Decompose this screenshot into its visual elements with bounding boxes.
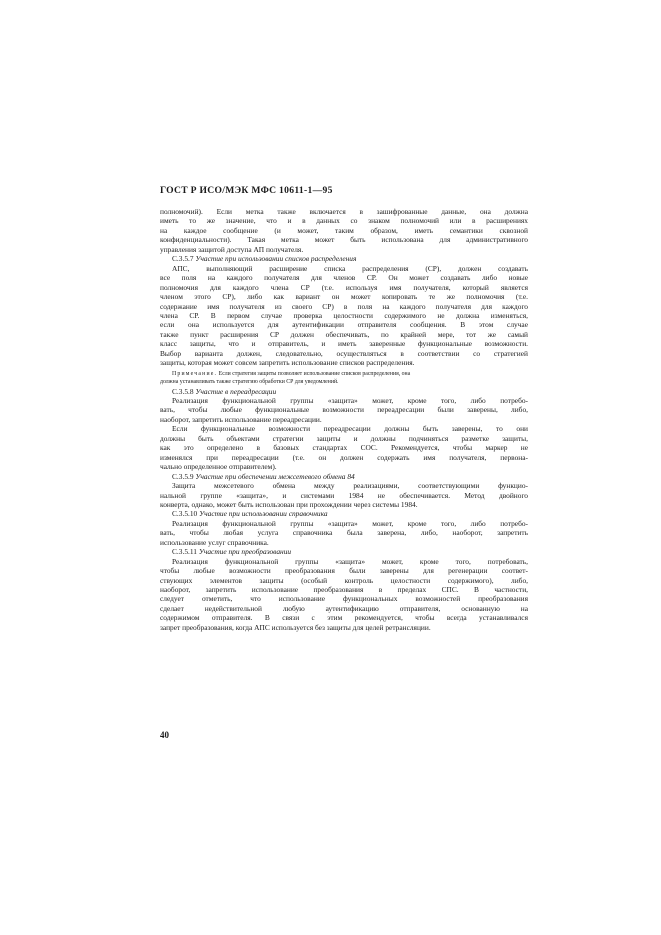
text-line: наоборот, запретить использование переадресации. <box>160 414 322 424</box>
section-number: С.3.5.7 <box>172 254 194 264</box>
text-line: также пункт расширения СР должен обеспечивать, по крайней мере, тот же самый <box>160 329 528 339</box>
page-header-standard-title: ГОСТ Р ИСО/МЭК МФС 10611-1—95 <box>160 185 333 196</box>
text-line: должны быть объектами стратегии защиты и должны подчиняться разметке защиты, <box>160 433 528 443</box>
note-block <box>160 370 528 387</box>
paragraph <box>160 264 528 368</box>
section-title: Участие при использовании справочника <box>199 509 328 519</box>
section-number: С.3.5.9 <box>172 471 194 481</box>
section-heading <box>160 472 528 481</box>
text-line: полномочий). Если метка также включается в зашифрованные данные, она должна <box>160 207 528 216</box>
text-line <box>160 370 528 378</box>
text-line: управления защитой доступа АП получателя. <box>160 244 304 254</box>
text-line: иметь то же значение, что и в данных со знаком полномочий или в расширениях <box>160 216 528 226</box>
note-text: Если стратегия защиты позволяет использование списков распределения, она <box>218 370 411 377</box>
text-line: все поля на каждого получателя для членов СР. Он может создавать либо новые <box>160 273 528 283</box>
text-line: как это определено в базовых стандартах СОС. Рекомендуется, чтобы маркер не <box>160 443 528 453</box>
text-line: чально определенное отправителем). <box>160 462 277 472</box>
text-line: использование услуг справочника. <box>160 537 269 547</box>
page-number: 40 <box>160 730 169 740</box>
text-line: защиты, которая может совсем запретить использование списков распределения. <box>160 358 415 368</box>
section-title: Участие при преобразовании <box>198 547 292 557</box>
text-line: Реализация функциональной группы «защита» может, кроме того, потребовать, <box>172 556 528 566</box>
text-line: Защита межсетевого обмена между реализациями, соответствующими функцио- <box>172 481 528 491</box>
text-line: сделает недействительной любую аутентификацию отправителя, основанную на <box>160 603 528 613</box>
text-line: конфиденциальности). Такая метка может быть использована для административного <box>160 235 528 245</box>
text-line: Выбор варианта должен, следовательно, осуществляться в соответствии со стратегией <box>160 348 528 358</box>
paragraph <box>160 424 528 471</box>
text-line: запрет преобразования, когда АПС используется без защиты для целей ретрансляции. <box>160 622 431 632</box>
text-line: наоборот, запретить использование преобразования в пределах СПС. В частности, <box>160 585 528 595</box>
section-number: С.3.5.10 <box>172 509 198 519</box>
paragraph <box>160 396 528 424</box>
section-heading <box>160 254 528 263</box>
text-line: нальной группе «защита», и системами 1984 не обеспечивается. Метод двойного <box>160 490 528 500</box>
text-line: изменялся при переадресации (т.е. он должен содержать имя получателя, первона- <box>160 452 528 462</box>
text-line: следует отметить, что использование функциональных возможностей преобразования <box>160 594 528 604</box>
section-number: С.3.5.8 <box>172 386 194 396</box>
text-line: чтобы любые возможности преобразования были заверены для регенерации соответ- <box>160 566 528 576</box>
document-body <box>160 207 528 632</box>
text-line: АПС, выполняющий расширение списка распределения (СР), должен создавать <box>172 263 528 273</box>
paragraph <box>160 207 528 254</box>
text-line: вать, чтобы любые функциональные возможности переадресации были заверены, либо, <box>160 405 528 415</box>
text-line: Если функциональные возможности переадресации должны быть заверены, то они <box>172 424 528 434</box>
section-title: Участие при использовании списков распределения <box>195 254 357 264</box>
text-line: на каждое сообщение (и может, таким образом, иметь семантики сквозной <box>160 225 528 235</box>
section-number: С.3.5.11 <box>172 547 197 557</box>
section-heading <box>160 509 528 518</box>
paragraph <box>160 519 528 547</box>
text-line: конверта, однако, может быть использован при прохождении через системы 1984. <box>160 499 418 509</box>
paragraph <box>160 557 528 633</box>
text-line: члена СР. В первом случае проверка целостности содержимого не должна изменяться, <box>160 310 528 320</box>
section-title: Участие при обеспечении межсетевого обмена 84 <box>195 471 355 481</box>
text-line: Реализация функциональной группы «защита» может, кроме того, либо потребо- <box>172 395 528 405</box>
paragraph <box>160 481 528 509</box>
text-line: ствующих элементов защиты (особый контроль целостности содержимого), либо, <box>160 575 528 585</box>
text-line: содержание имя получателя из своего СР) в поля на каждого получателя для каждого <box>160 301 528 311</box>
text-line: вать, чтобы любая услуга справочника была заверена, либо, наоборот, запретить <box>160 528 528 538</box>
note-label: Примечание. <box>172 370 218 377</box>
text-line: Реализация функциональной группы «защита» может, кроме того, либо потребо- <box>172 518 528 528</box>
section-heading <box>160 547 528 556</box>
text-line: полномочия для каждого члена СР (т.е. используя имя получателя, который является <box>160 282 528 292</box>
text-line: содержимом отправителя. В связи с этим рекомендуется, чтобы всегда устанавливался <box>160 613 528 623</box>
section-title: Участие в переадресации <box>195 386 277 396</box>
text-line: должна устанавливать также стратегию обработки СР для уведомлений. <box>160 379 339 386</box>
text-line: класс защиты, что и отправитель, и иметь заверенные функциональные возможности. <box>160 339 528 349</box>
text-line: если она используется для аутентификации отправителя сообщения. В этом случае <box>160 320 528 330</box>
text-line: членом этого СР), либо как вариант он может копировать те же полномочия (т.е. <box>160 292 528 302</box>
section-heading <box>160 387 528 396</box>
